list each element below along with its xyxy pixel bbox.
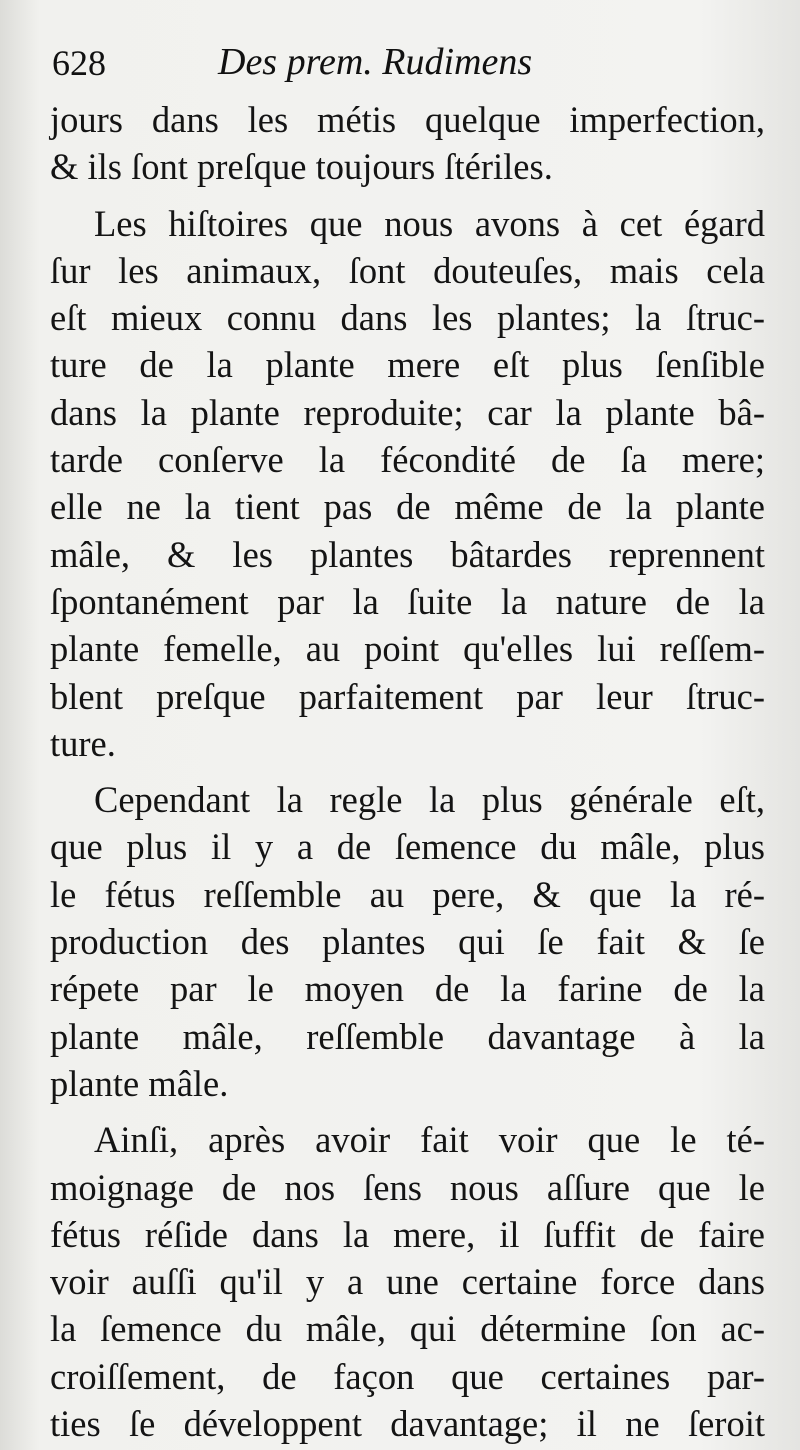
paragraph	[50, 776, 765, 1107]
text-line: production des plantes qui ſe fait & ſe	[50, 921, 765, 963]
text-line: plante mâle, reſſemble davantage à la	[50, 1015, 765, 1057]
text-line: dans la plante reproduite; car la plante bâ-	[50, 391, 765, 433]
text-line: plante mâle.	[50, 1062, 229, 1104]
text-line: fétus réſide dans la mere, il ſuffit de faire	[50, 1213, 765, 1255]
text-line: & ils ſont preſque toujours ſtériles.	[50, 146, 553, 188]
text-line: mâle, & les plantes bâtardes reprennent	[50, 533, 765, 575]
text-line: ties ſe développent davantage; il ne ſeroit	[50, 1403, 765, 1445]
paragraph	[50, 96, 765, 191]
text-line: répete par le moyen de la farine de la	[50, 968, 765, 1010]
text-line: croiſſement, de façon que certaines par-	[50, 1355, 765, 1397]
text-line: ture de la plante mere eſt plus ſenſible	[50, 344, 765, 386]
body-text	[50, 96, 765, 1447]
text-line: Cependant la regle la plus générale eſt,	[94, 779, 765, 821]
text-line: Ainſi, après avoir fait voir que le té-	[94, 1119, 765, 1161]
running-title: Des prem. Rudimens	[218, 41, 533, 83]
text-line: ture.	[50, 722, 116, 764]
text-line: le fétus reſſemble au pere, & que la ré-	[50, 873, 765, 915]
text-line: ſur les animaux, ſont douteuſes, mais cela	[50, 249, 765, 291]
text-line: jours dans les métis quelque imperfection,	[50, 99, 765, 140]
text-line: la ſemence du mâle, qui détermine ſon ac-	[50, 1308, 765, 1350]
page-header	[50, 34, 770, 94]
text-line: ſpontanément par la ſuite la nature de la	[50, 580, 765, 622]
text-line: Les hiſtoires que nous avons à cet égard	[94, 202, 765, 244]
text-line: que plus il y a de ſemence du mâle, plus	[50, 826, 765, 868]
paragraph	[50, 200, 765, 768]
paragraph	[50, 1116, 765, 1447]
page-number: 628	[52, 43, 106, 83]
text-line: eſt mieux connu dans les plantes; la ſtruc-	[50, 297, 765, 339]
text-line: plante femelle, au point qu'elles lui reſſem-	[50, 628, 765, 670]
text-line: voir auſſi qu'il y a une certaine force dans	[50, 1261, 765, 1303]
text-line: moignage de nos ſens nous aſſure que le	[50, 1166, 765, 1208]
text-line: blent preſque parfaitement par leur ſtruc-	[50, 675, 765, 717]
text-line: elle ne la tient pas de même de la plante	[50, 486, 765, 528]
text-line: tarde conſerve la fécondité de ſa mere;	[50, 439, 765, 481]
